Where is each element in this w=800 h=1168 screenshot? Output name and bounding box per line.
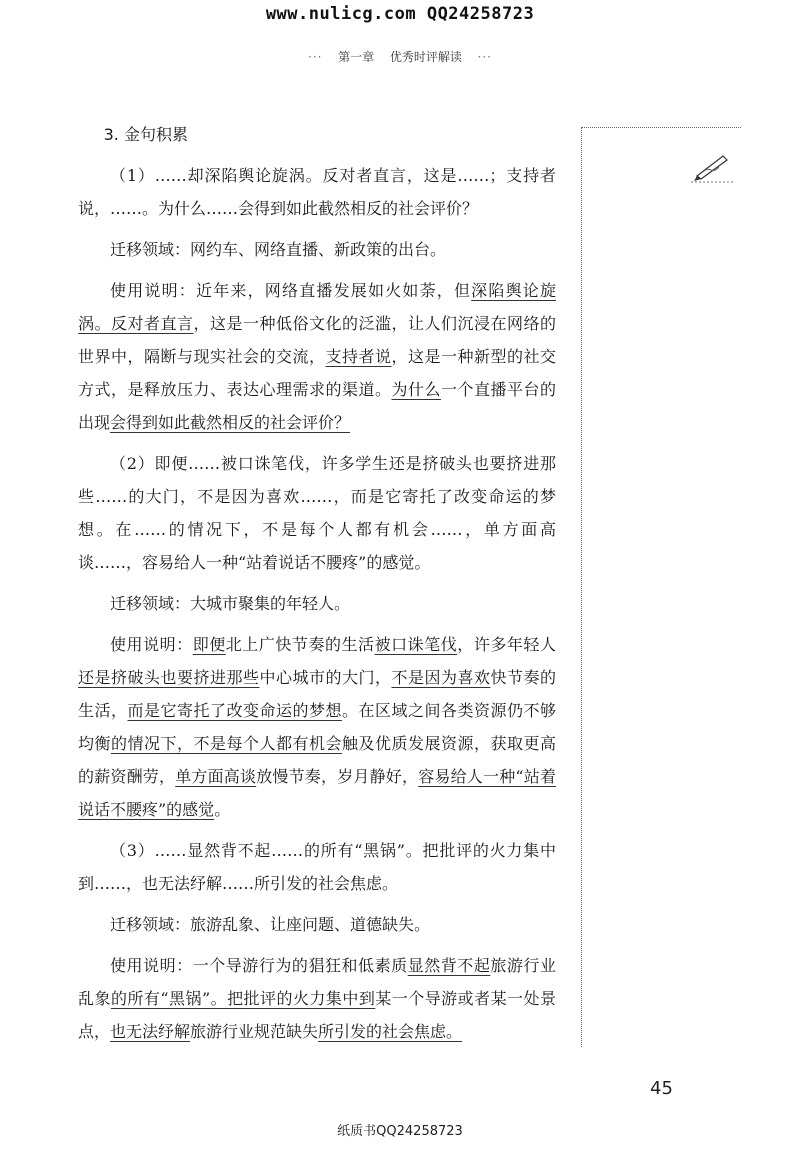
running-head: [0, 48, 800, 65]
usage-text: 触及优质发展资源，获取更高的薪资酬劳，: [78, 734, 556, 786]
underlined-phrase: 显然背不起: [407, 956, 491, 975]
underlined-phrase: 容易给人一种“站着说话不腰疼”的感觉: [78, 767, 556, 819]
usage-text: 旅游行业规范缺失: [190, 1022, 319, 1041]
field-text: 旅游乱象、让座问题、道德缺失。: [190, 915, 431, 934]
underlined-phrase: 支持者说: [325, 347, 392, 366]
underlined-phrase: 单方面高谈: [175, 767, 257, 786]
field-text: 网约车、网络直播、新政策的出台。: [190, 240, 447, 259]
field-3: [78, 908, 556, 941]
pen-icon: [689, 148, 735, 184]
usage-text: 旅游行业乱象: [78, 956, 556, 1008]
usage-text: 放慢节奏，岁月静好，: [256, 767, 419, 786]
pattern-1: （1）……却深陷舆论旋涡。反对者直言，这是……；支持者说，……。为什么……会得到如此截然相反的社会评价？: [78, 166, 556, 218]
usage-2: [78, 628, 556, 826]
usage-1: [78, 274, 556, 439]
underlined-phrase: 即便: [192, 635, 226, 654]
usage-text: 一个导游行为的猖狂和低素质: [192, 956, 408, 975]
page-number: 45: [650, 1078, 673, 1099]
underlined-phrase: 为什么: [391, 380, 441, 399]
field-label: 迁移领域：: [110, 915, 191, 934]
chapter-title: 优秀时评解读: [389, 50, 462, 64]
usage-text: ，许多年轻人: [457, 635, 556, 654]
underlined-phrase: 而是它寄托了改变命运的梦想: [127, 701, 342, 720]
pattern-3: （3）……显然背不起……的所有“黑锅”。把批评的火力集中到……，也无法纾解……所引发的社会焦虑。: [78, 841, 556, 893]
usage-body: [78, 281, 556, 432]
underlined-phrase: 的情况下，不是每个人都有机会: [111, 734, 342, 753]
field-1: [78, 233, 556, 266]
running-head-dots-right: ···: [477, 50, 492, 64]
notes-margin: [581, 127, 741, 1047]
watermark-text: www.nulicg.com QQ24258723: [265, 4, 535, 24]
section-title: 3. 金句积累: [103, 125, 188, 144]
pattern-2: （2）即便……被口诛笔伐，许多学生还是挤破头也要挤进那些……的大门，不是因为喜欢……，而是它寄托了改变命运的梦想。在……的情况下，不是每个人都有机会……，单方面高谈……，容易给人一种“站着说话不腰疼”的感觉。: [78, 454, 556, 572]
usage-text: 一个直播平台的出现: [78, 380, 556, 432]
underlined-phrase: 所引发的社会焦虑。: [318, 1022, 463, 1041]
main-text: [78, 118, 556, 1048]
underlined-phrase: 的所有“黑锅”。把批评的火力集中到: [110, 989, 376, 1008]
underlined-phrase: 还是挤破头也要挤进那些: [78, 668, 260, 687]
usage-text: 快节奏的生活，: [78, 668, 556, 720]
field-2: [78, 587, 556, 620]
underlined-phrase: 深陷舆论旋涡。反对者直言: [78, 281, 556, 333]
usage-label: 使用说明：: [110, 281, 196, 300]
field-label: 迁移领域：: [110, 594, 191, 613]
footer-note: 纸质书QQ24258723: [337, 1124, 463, 1139]
usage-text: 。在区域之间各类资源仍不够均衡: [78, 701, 556, 753]
usage-text: 近年来，网络直播发展如火如荼，但: [196, 281, 472, 300]
underlined-phrase: 会得到如此截然相反的社会评价？: [110, 413, 351, 432]
usage-text: 中心城市的大门，: [259, 668, 392, 687]
usage-text: 某一个导游或者某一处景点，: [78, 989, 556, 1041]
underlined-phrase: 不是因为喜欢: [391, 668, 491, 687]
usage-label: 使用说明：: [110, 635, 193, 654]
field-text: 大城市聚集的年轻人。: [190, 594, 351, 613]
usage-text: 北上广快节奏的生活: [225, 635, 375, 654]
usage-text: 。: [214, 800, 231, 819]
usage-3: [78, 949, 556, 1048]
field-label: 迁移领域：: [110, 240, 191, 259]
usage-body: [78, 635, 556, 819]
usage-text: ，这是一种新型的社交方式，是释放压力、表达心理需求的渠道。: [78, 347, 556, 399]
usage-label: 使用说明：: [110, 956, 193, 975]
running-head-dots-left: ···: [308, 50, 323, 64]
chapter-number: 第一章: [338, 50, 375, 64]
underlined-phrase: 也无法纾解: [110, 1022, 191, 1041]
underlined-phrase: 被口诛笔伐: [374, 635, 458, 654]
usage-text: ，这是一种低俗文化的泛滥，让人们沉浸在网络的世界中，隔断与现实社会的交流，: [78, 314, 556, 366]
